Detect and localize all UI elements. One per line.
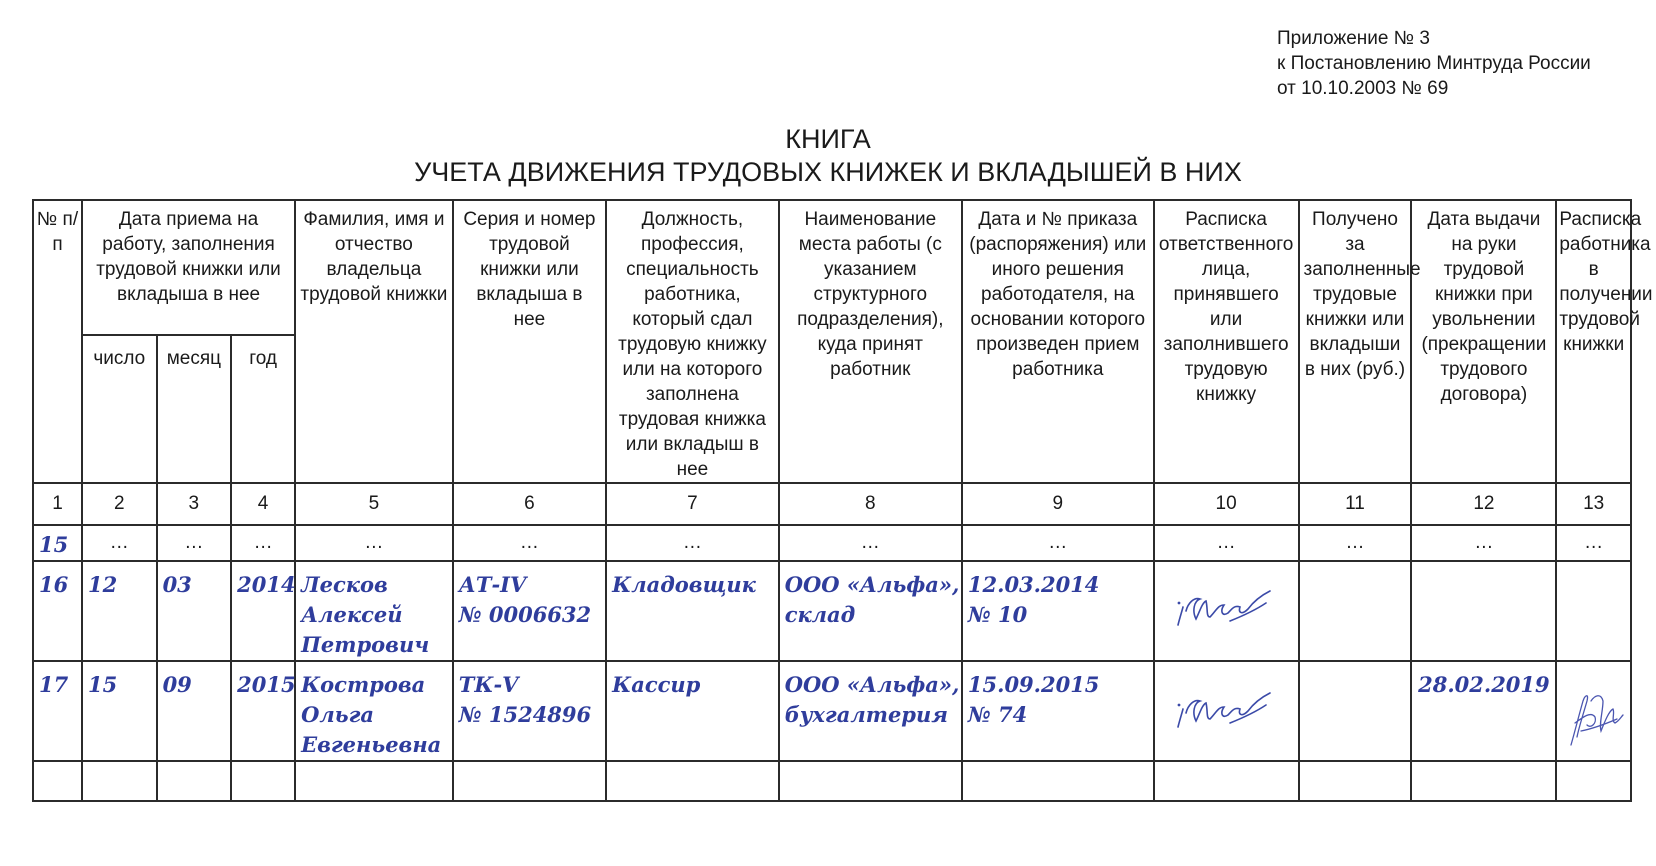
column-number: 11 bbox=[1299, 483, 1412, 525]
header-no: № п/п bbox=[33, 200, 82, 483]
ellipsis-cell: … bbox=[1299, 525, 1412, 561]
responsible-signature-cell bbox=[1154, 561, 1299, 661]
header-full-name: Фамилия, имя и отчество владельца трудовой книжки bbox=[295, 200, 453, 483]
empty-cell bbox=[82, 761, 157, 801]
patronymic: Петрович bbox=[301, 632, 430, 657]
empty-cell bbox=[1556, 761, 1631, 801]
header-date-group: Дата приема на работу, заполнения трудовой книжки или вкладыша в нее bbox=[82, 200, 295, 335]
responsible-signature-cell bbox=[1154, 661, 1299, 761]
book-series: ТК-V bbox=[458, 672, 519, 697]
position-cell: Кассир bbox=[606, 661, 779, 761]
year-cell: 2015 bbox=[231, 661, 295, 761]
workplace-department: склад bbox=[784, 602, 856, 627]
order-date: 12.03.2014 bbox=[967, 572, 1100, 597]
header-day: число bbox=[82, 335, 157, 483]
document-subtitle: УЧЕТА ДВИЖЕНИЯ ТРУДОВЫХ КНИЖЕК И ВКЛАДЫШЕЙ В НИХ bbox=[414, 157, 1242, 187]
workplace-company: ООО «Альфа», bbox=[784, 572, 960, 597]
header-workplace: Наименование места работы (с указанием структурного подразделения), куда принят работник bbox=[779, 200, 962, 483]
responsible-signature bbox=[1170, 681, 1282, 741]
ellipsis-cell: … bbox=[1411, 525, 1556, 561]
ellipsis-cell: … bbox=[295, 525, 453, 561]
workplace-cell bbox=[779, 661, 962, 761]
column-number: 3 bbox=[157, 483, 232, 525]
empty-cell bbox=[453, 761, 606, 801]
column-number-row bbox=[33, 483, 1631, 525]
empty-cell bbox=[1299, 761, 1412, 801]
column-number: 1 bbox=[33, 483, 82, 525]
issue-date-cell bbox=[1411, 561, 1556, 661]
empty-cell bbox=[606, 761, 779, 801]
column-number: 5 bbox=[295, 483, 453, 525]
ellipsis-cell: … bbox=[82, 525, 157, 561]
header-book-number: Серия и номер трудовой книжки или вкладыша в нее bbox=[453, 200, 606, 483]
header-row bbox=[33, 200, 1631, 335]
ellipsis-cell: … bbox=[1154, 525, 1299, 561]
full-name-cell bbox=[295, 561, 453, 661]
book-number: № 0006632 bbox=[458, 602, 592, 627]
column-number: 8 bbox=[779, 483, 962, 525]
book-number: № 1524896 bbox=[458, 702, 592, 727]
worker-signature-cell bbox=[1556, 661, 1631, 761]
worker-signature bbox=[1561, 671, 1627, 751]
document-title: КНИГА bbox=[785, 124, 871, 154]
column-number: 4 bbox=[231, 483, 295, 525]
appendix-line-3: от 10.10.2003 № 69 bbox=[1277, 78, 1449, 99]
header-month: месяц bbox=[157, 335, 232, 483]
table-row bbox=[33, 561, 1631, 661]
first-name: Ольга bbox=[301, 702, 374, 727]
header-fee: Получено за заполненные трудовые книжки или вкладыши в них (руб.) bbox=[1299, 200, 1412, 483]
empty-cell bbox=[1154, 761, 1299, 801]
order-number: № 10 bbox=[967, 602, 1028, 627]
column-number: 7 bbox=[606, 483, 779, 525]
book-number-cell bbox=[453, 561, 606, 661]
order-number: № 74 bbox=[967, 702, 1028, 727]
appendix-note bbox=[1277, 26, 1647, 101]
workplace-department: бухгалтерия bbox=[784, 702, 948, 727]
empty-cell bbox=[1411, 761, 1556, 801]
header-year: год bbox=[231, 335, 295, 483]
header-worker-signature: Расписка работника в получении трудовой книжки bbox=[1556, 200, 1631, 483]
order-cell bbox=[962, 661, 1154, 761]
responsible-signature bbox=[1170, 581, 1282, 641]
first-name: Алексей bbox=[301, 602, 403, 627]
appendix-line-2: к Постановлению Минтруда России bbox=[1277, 53, 1591, 74]
ellipsis-cell: … bbox=[779, 525, 962, 561]
ellipsis-cell: … bbox=[1556, 525, 1631, 561]
header-responsible-signature: Расписка ответственного лица, принявшего или заполнившего трудовую книжку bbox=[1154, 200, 1299, 483]
month-cell: 03 bbox=[157, 561, 232, 661]
column-number: 12 bbox=[1411, 483, 1556, 525]
book-number-cell bbox=[453, 661, 606, 761]
book-series: АТ-IV bbox=[458, 572, 527, 597]
empty-cell bbox=[779, 761, 962, 801]
fee-cell bbox=[1299, 561, 1412, 661]
column-number: 2 bbox=[82, 483, 157, 525]
day-cell: 15 bbox=[82, 661, 157, 761]
table-row bbox=[33, 661, 1631, 761]
employment-books-table bbox=[32, 199, 1653, 802]
appendix-line-1: Приложение № 3 bbox=[1277, 28, 1430, 49]
ellipsis-cell: … bbox=[453, 525, 606, 561]
empty-row bbox=[33, 761, 1631, 801]
row-number: 17 bbox=[33, 661, 82, 761]
column-number: 6 bbox=[453, 483, 606, 525]
empty-cell bbox=[962, 761, 1154, 801]
ellipsis-cell: … bbox=[157, 525, 232, 561]
empty-cell bbox=[157, 761, 232, 801]
column-number: 9 bbox=[962, 483, 1154, 525]
surname: Лесков bbox=[301, 572, 388, 597]
header-order: Дата и № приказа (распоряжения) или иного решения работодателя, на основании которого произведен прием работника bbox=[962, 200, 1154, 483]
surname: Кострова bbox=[301, 672, 426, 697]
order-cell bbox=[962, 561, 1154, 661]
row-number: 16 bbox=[33, 561, 82, 661]
workplace-company: ООО «Альфа», bbox=[784, 672, 960, 697]
workplace-cell bbox=[779, 561, 962, 661]
header-issue-date: Дата выдачи на руки трудовой книжки при увольнении (прекращении трудового договора) bbox=[1411, 200, 1556, 483]
empty-cell bbox=[33, 761, 82, 801]
ellipsis-cell: … bbox=[962, 525, 1154, 561]
column-number: 13 bbox=[1556, 483, 1631, 525]
order-date: 15.09.2015 bbox=[967, 672, 1100, 697]
day-cell: 12 bbox=[82, 561, 157, 661]
full-name-cell bbox=[295, 661, 453, 761]
empty-cell bbox=[231, 761, 295, 801]
empty-cell bbox=[295, 761, 453, 801]
row-number: 15 bbox=[33, 525, 82, 561]
worker-signature-cell bbox=[1556, 561, 1631, 661]
position-cell: Кладовщик bbox=[606, 561, 779, 661]
ellipsis-cell: … bbox=[231, 525, 295, 561]
month-cell: 09 bbox=[157, 661, 232, 761]
fee-cell bbox=[1299, 661, 1412, 761]
column-number: 10 bbox=[1154, 483, 1299, 525]
year-cell: 2014 bbox=[231, 561, 295, 661]
issue-date-cell: 28.02.2019 bbox=[1411, 661, 1556, 761]
ellipsis-cell: … bbox=[606, 525, 779, 561]
header-position: Должность, профессия, специальность работника, который сдал трудовую книжку или на которого заполнена трудовая книжка или вкладыш в нее bbox=[606, 200, 779, 483]
ellipsis-row bbox=[33, 525, 1631, 561]
patronymic: Евгеньевна bbox=[301, 732, 442, 757]
